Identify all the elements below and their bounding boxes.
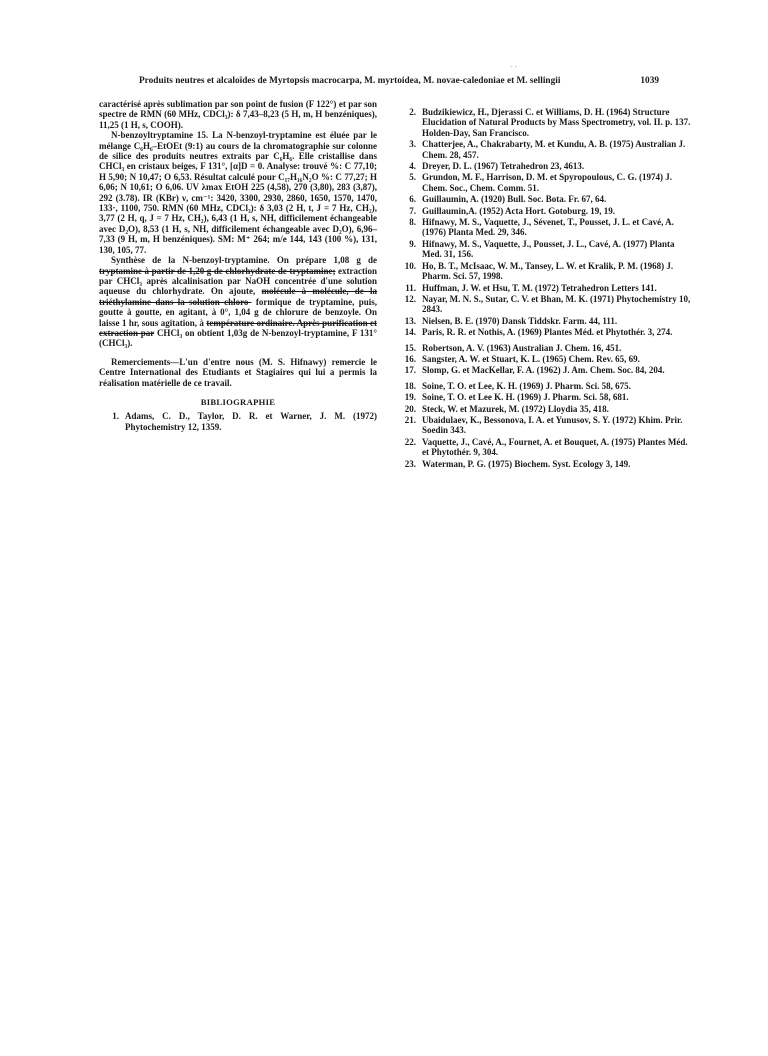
reference-text: Ubaidulaev, K., Bessonova, I. A. et Yunusov, S. Y. (1972) Khim. Prir. Soedin 343. — [422, 414, 683, 436]
reference-number: 20. — [404, 403, 416, 414]
reference-item — [396, 239, 691, 260]
reference-text: Soine, T. O. et Lee K. H. (1969) J. Pharm. Sci. 58, 681. — [422, 392, 629, 403]
reference-text: Guillaumin,A. (1952) Acta Hort. Gotoburg. 19, 19. — [422, 205, 615, 216]
benzoyltryptamine-paragraph: N-benzoyltryptamine 15. La N-benzoyl-tryptamine est éluée par le mélange C₆H₆–EtOEt (9:1) au cours de la chromatographie sur colonne de silice des produits neutres extraits par C₆H₆. Elle cristallise dans CHCl₃ en cristaux beiges, F 131°, [α]D = 0. Analyse: trouvé %: C 77,10; H 5,90; N 10,47; O 6,53. Résultat calculé pour C₁₇H₁₆N₂O %: C 77,27; H 6,06; N 10,61; O 6,06. UV λmax EtOH 225 (4,58), 270 (3,80), 283 (3,87), 292 (3.78). IR (KBr) ν, cm⁻¹: 3420, 3300, 2930, 2860, 1650, 1570, 1470, 133·, 1100, 750. RMN (60 MHz, CDCl₃): δ 3,03 (2 H, t, J = 7 Hz, CH₂), 3,77 (2 H, q, J = 7 Hz, CH₂), 6,43 (1 H, s, NH, difficilement échangeable avec D₂O), 8,53 (1 H, s, NH, difficilement échangeable avec D₂O), 6,96–7,33 (9 H, m, H benzéniques). SM: M⁺ 264; m/e 144, 143 (100 %), 131, 130, 105, 77. — [99, 130, 377, 255]
reference-item — [396, 459, 691, 469]
reference-text: Chatterjee, A., Chakrabarty, M. et Kundu, A. B. (1975) Australian J. Chem. 28, 457. — [422, 139, 686, 160]
reference-number: 1. — [112, 411, 119, 422]
reference-text: Adams, C. D., Taylor, D. R. et Warner, J. M. (1972) Phytochemistry 12, 1359. — [125, 411, 377, 432]
reference-item — [396, 294, 691, 315]
reference-item — [396, 283, 691, 293]
reference-item — [396, 161, 691, 171]
reference-number: 4. — [409, 161, 416, 172]
reference-number: 16. — [404, 353, 416, 364]
reference-text: Nielsen, B. E. (1970) Dansk Tiddskr. Farm. 44, 111. — [422, 315, 618, 326]
reference-number: 11. — [405, 282, 416, 293]
reference-number: 8. — [409, 217, 416, 228]
reference-number: 2. — [409, 107, 416, 117]
synthesis-text-d: CHCl₃ on obtient 1,03g de N-benzoyl-tryptamine, F 131° (CHCl₃). — [99, 327, 378, 349]
synthesis-paragraph — [99, 255, 377, 349]
reference-item — [396, 172, 691, 193]
reference-text: Sangster, A. W. et Stuart, K. L. (1965) Chem. Rev. 65, 69. — [422, 353, 640, 364]
running-title: Produits neutres et alcaloïdes de Myrtopsis macrocarpa, M. myrtoidea, M. novae-caledoniae et M. sellingii — [139, 76, 561, 86]
reference-item — [396, 415, 691, 436]
reference-number: 15. — [404, 342, 416, 353]
reference-item — [396, 404, 691, 414]
reference-item — [396, 316, 691, 326]
synthesis-struck-a: tryptamine à partir de 1,20 g de chlorhydrate de tryptamine; — [99, 265, 336, 276]
synthesis-text-c: formique de tryptamine, puis, goutte à goutte, en agitant, à 0°, 1,04 g de chlorure de benzoyle. On laisse 1 hr, sous agitation, à — [99, 296, 378, 328]
reference-text: Soine, T. O. et Lee, K. H. (1969) J. Pharm. Sci. 58, 675. — [422, 380, 631, 391]
page-number: 1039 — [640, 76, 659, 86]
reference-text: Paris, R. R. et Nothis, A. (1969) Plantes Méd. et Phytothér. 3, 274. — [422, 327, 673, 338]
reference-item — [396, 194, 691, 204]
synthesis-struck-c: température ordinaire. Après purification et extraction par — [99, 317, 378, 338]
reference-text: Ho, B. T., McIsaac, W. M., Tansey, L. W. et Kralik, P. M. (1968) J. Pharm. Sci. 57, 1998. — [422, 260, 674, 282]
reference-number: 10. — [404, 260, 416, 271]
reference-item — [396, 107, 691, 138]
synthesis-struck-b: molécule à molécule, de la triéthylamine dans la solution chloro- — [99, 286, 378, 307]
scan-speck: - - — [510, 62, 518, 71]
reference-number: 12. — [404, 293, 416, 304]
reference-list-right — [396, 107, 691, 469]
reference-number: 18. — [404, 380, 416, 391]
reference-number: 22. — [404, 436, 416, 447]
reference-item — [396, 261, 691, 282]
synthesis-text-b: extraction par CHCl₃ après alcalinisation par NaOH concentrée d'une solution aqueuse du chlorhydrate. On ajoute, — [99, 265, 377, 297]
reference-text: Huffman, J. W. et Hsu, T. M. (1972) Tetrahedron Letters 141. — [422, 282, 657, 293]
synthesis-text-a: Synthèse de la N-benzoyl-tryptamine. On prépare 1,08 g de — [111, 255, 377, 266]
reference-list-left — [99, 411, 377, 432]
running-header — [139, 76, 659, 86]
reference-item — [396, 327, 691, 337]
reference-number: 3. — [409, 139, 416, 150]
reference-text: Dreyer, D. L. (1967) Tetrahedron 23, 4613. — [422, 161, 585, 172]
reference-number: 6. — [409, 194, 416, 205]
reference-item — [396, 139, 691, 160]
reference-item — [396, 437, 691, 458]
reference-text: Robertson, A. V. (1963) Australian J. Chem. 16, 451. — [422, 342, 622, 353]
reference-number: 9. — [409, 238, 416, 249]
reference-item — [396, 206, 691, 216]
continuation-paragraph: caractérisé après sublimation par son point de fusion (F 122°) et par son spectre de RMN (60 MHz, CDCl₃): δ 7,43–8,23 (5 H, m, H benzéniques), 11,25 (1 H, s, COOH). — [99, 99, 377, 130]
reference-text: Waterman, P. G. (1975) Biochem. Syst. Ecology 3, 149. — [422, 458, 631, 469]
reference-text: Grundon, M. F., Harrison, D. M. et Spyropoulous, C. G. (1974) J. Chem. Soc., Chem. Comm. 51. — [422, 172, 673, 193]
reference-number: 13. — [404, 315, 416, 326]
reference-item — [396, 217, 691, 238]
reference-number: 21. — [404, 414, 416, 425]
reference-item — [396, 392, 691, 402]
reference-number: 19. — [404, 392, 416, 403]
reference-item — [396, 381, 691, 391]
reference-item — [396, 354, 691, 364]
reference-item — [396, 365, 691, 375]
reference-text: Hifnawy, M. S., Vaquette, J., Pousset, J. L., Cavé, A. (1977) Planta Med. 31, 156. — [422, 238, 675, 260]
reference-text: Hifnawy, M. S., Vaquette, J., Sévenet, T., Pousset, J. L. et Cavé, A. (1976) Planta Med. 29, 346. — [422, 217, 674, 238]
reference-text: Nayar, M. N. S., Sutar, C. V. et Bhan, M. K. (1971) Phytochemistry 10, 2843. — [422, 293, 691, 315]
reference-number: 17. — [404, 365, 416, 376]
reference-text: Guillaumin, A. (1920) Bull. Soc. Bota. Fr. 67, 64. — [422, 194, 607, 205]
reference-number: 7. — [409, 205, 416, 216]
right-column — [396, 107, 691, 470]
reference-text: Budzikiewicz, H., Djerassi C. et Williams, D. H. (1964) Structure Elucidation of Natural Products by Mass Spectrometry, vol. II. p. 137. Holden-Day, San Francisco. — [422, 107, 691, 138]
reference-number: 5. — [409, 172, 416, 183]
left-column — [99, 99, 377, 433]
reference-text: Vaquette, J., Cavé, A., Fournet, A. et Bouquet, A. (1975) Plantes Méd. et Phytothér. 9, 304. — [422, 436, 688, 458]
bibliography-heading: BIBLIOGRAPHIE — [200, 396, 276, 407]
reference-item — [99, 411, 377, 432]
reference-number: 23. — [404, 458, 416, 469]
reference-item — [396, 343, 691, 353]
acknowledgement-paragraph: Remerciements—L'un d'entre nous (M. S. Hifnawy) remercie le Centre International des Etudiants et Stagiaires qui lui a permis la réalisation matérielle de ce travail. — [99, 356, 377, 388]
reference-number: 14. — [404, 327, 416, 338]
reference-text: Slomp, G. et MacKellar, F. A. (1962) J. Am. Chem. Soc. 84, 204. — [422, 365, 665, 376]
reference-text: Steck, W. et Mazurek, M. (1972) Lloydia 35, 418. — [422, 403, 609, 414]
